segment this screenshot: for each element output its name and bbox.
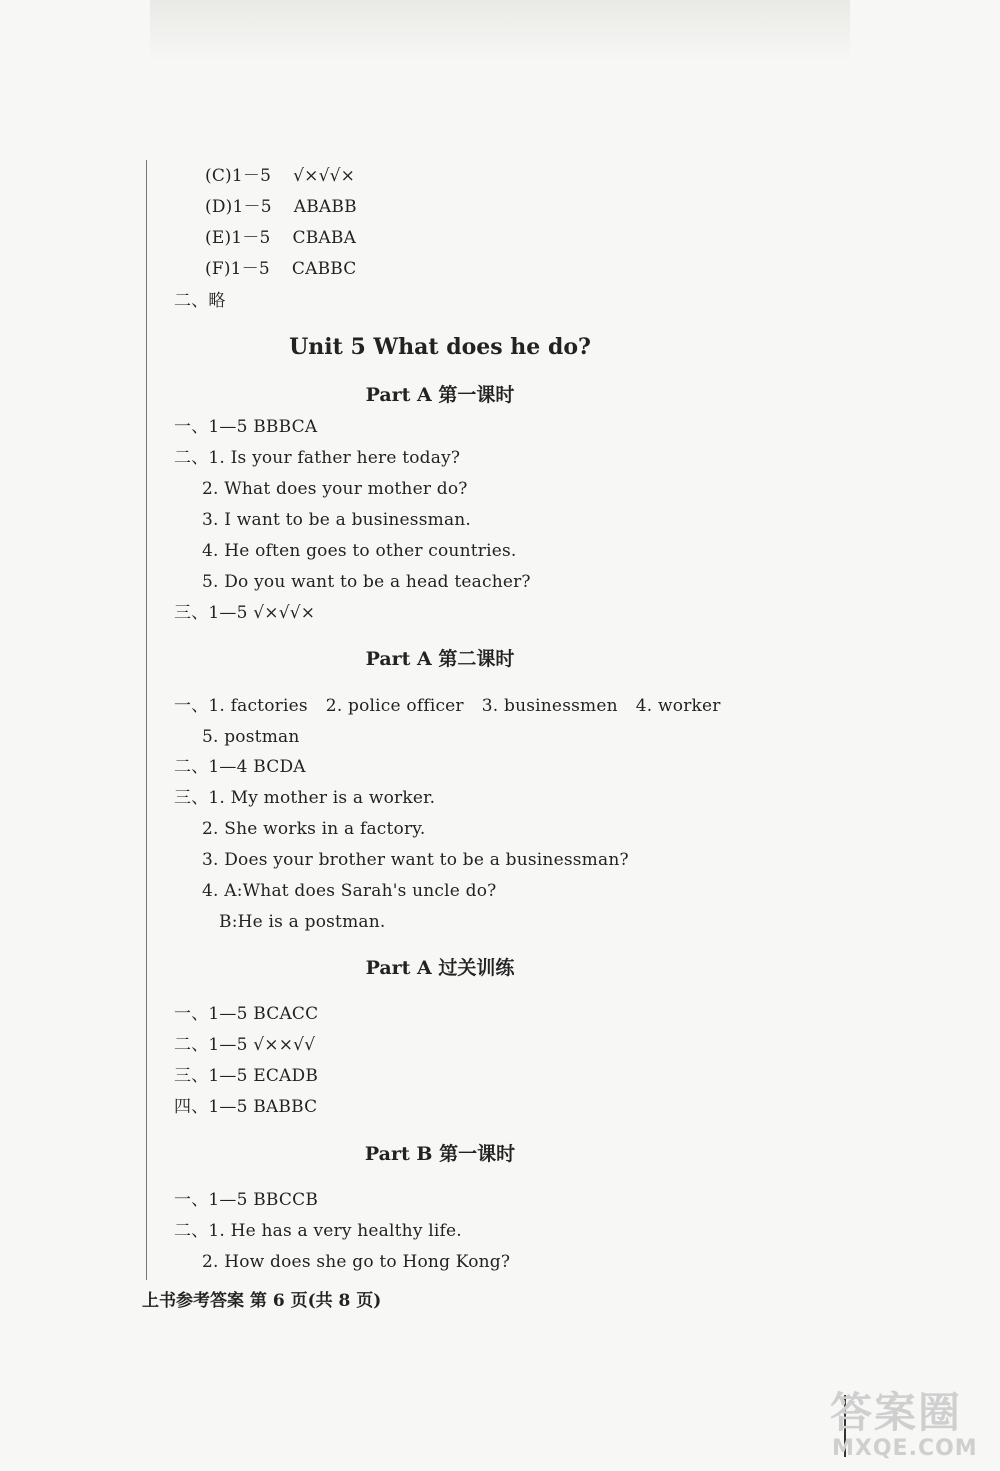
a3-line1: 一、1—5 BCACC bbox=[174, 1004, 319, 1024]
a2-q3-line4: 4. A:What does Sarah's uncle do? bbox=[202, 881, 497, 901]
a3-line4: 四、1—5 BABBC bbox=[174, 1097, 318, 1117]
page-footer: 上书参考答案 第 6 页(共 8 页) bbox=[142, 1291, 382, 1311]
a2-q1-line1: 一、1. factories 2. police officer 3. businessmen 4. worker bbox=[174, 696, 721, 716]
a3-line2: 二、1—5 √××√√ bbox=[174, 1035, 316, 1055]
part-b-lesson1-title: Part B 第一课时 bbox=[364, 1143, 516, 1165]
part-a-review-title: Part A 过关训练 bbox=[365, 957, 515, 979]
a2-q3-line5: B:He is a postman. bbox=[219, 912, 386, 932]
a1-q2-line3: 3. I want to be a businessman. bbox=[202, 510, 472, 530]
a2-q3-line3: 3. Does your brother want to be a businessman? bbox=[202, 850, 629, 870]
b1-q2-line1: 二、1. He has a very healthy life. bbox=[174, 1221, 462, 1241]
scan-shadow bbox=[150, 0, 850, 60]
answer-line-c: (C)1－5 √×√√× bbox=[205, 166, 356, 186]
a1-q1: 一、1—5 BBBCA bbox=[174, 417, 318, 437]
a2-q1-line2: 5. postman bbox=[202, 727, 300, 747]
answer-line-e: (E)1－5 CBABA bbox=[205, 228, 357, 248]
margin-rule bbox=[146, 160, 147, 1280]
part-a-lesson1-title: Part A 第一课时 bbox=[365, 384, 515, 406]
a1-q3: 三、1—5 √×√√× bbox=[174, 603, 316, 623]
a2-q2: 二、1—4 BCDA bbox=[174, 757, 306, 777]
a2-q3-line1: 三、1. My mother is a worker. bbox=[174, 788, 436, 808]
a2-q3-line2: 2. She works in a factory. bbox=[202, 819, 426, 839]
b1-q2-line2: 2. How does she go to Hong Kong? bbox=[202, 1252, 511, 1272]
a1-q2-line1: 二、1. Is your father here today? bbox=[174, 448, 461, 468]
part-a-lesson2-title: Part A 第二课时 bbox=[365, 648, 515, 670]
answer-line-er: 二、略 bbox=[174, 291, 226, 311]
watermark-logo-text: 答案圈 bbox=[830, 1388, 963, 1437]
site-watermark bbox=[830, 1380, 995, 1465]
a1-q2-line4: 4. He often goes to other countries. bbox=[202, 541, 517, 561]
watermark-url: MXQE.COM bbox=[832, 1436, 978, 1461]
a1-q2-line2: 2. What does your mother do? bbox=[202, 479, 468, 499]
answer-line-d: (D)1－5 ABABB bbox=[205, 197, 357, 217]
a1-q2-line5: 5. Do you want to be a head teacher? bbox=[202, 572, 531, 592]
a3-line3: 三、1—5 ECADB bbox=[174, 1066, 319, 1086]
b1-q1: 一、1—5 BBCCB bbox=[174, 1190, 319, 1210]
answer-line-f: (F)1－5 CABBC bbox=[205, 259, 357, 279]
unit-title: Unit 5 What does he do? bbox=[289, 334, 591, 360]
